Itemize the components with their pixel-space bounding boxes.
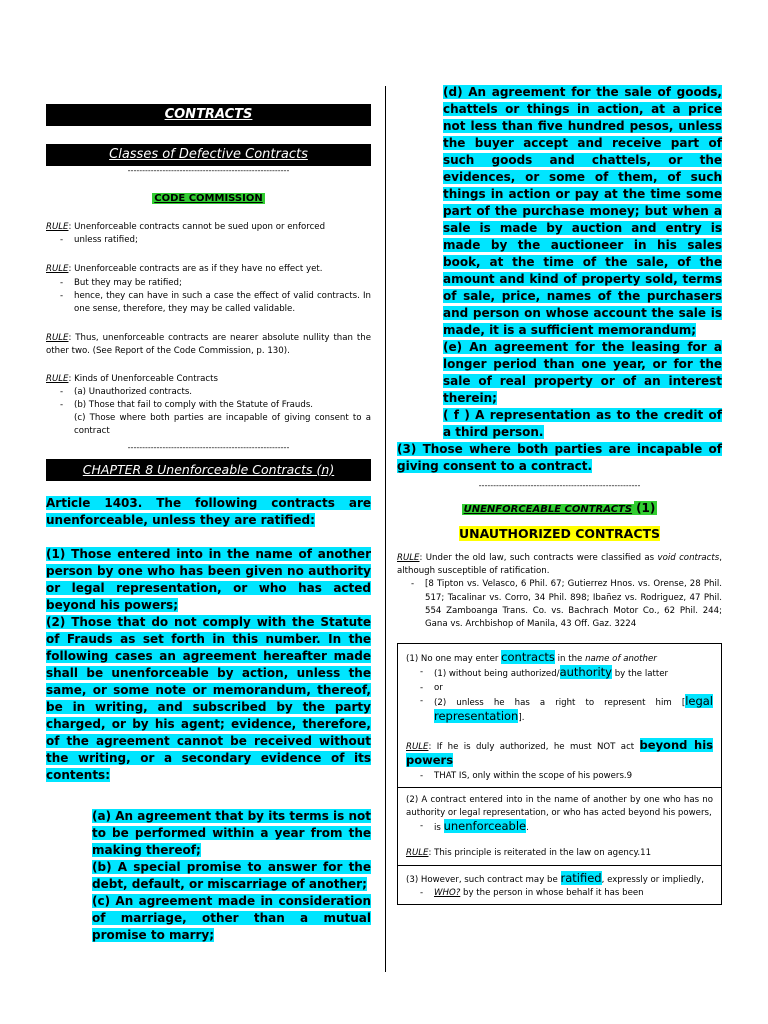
- rule-3: RULE: Thus, unenforceable contracts are nearer absolute nullity than the other two. (See Report of the Code Commission, p. 130).: [46, 333, 371, 357]
- article-item-f: ( f ) A representation as to the credit of a third person.: [443, 408, 722, 439]
- list-item: - THAT IS, only within the scope of his powers.9: [406, 770, 713, 783]
- box-contract-entered: (2) A contract entered into in the name of another by one who has no authority or legal representation, or who has acted beyond his powers, - is unenforceable. RULE: This principle is reiterated in the law on agency.11: [397, 788, 722, 866]
- box1-rule: RULE: If he is duly authorized, he must NOT act beyond his powers: [406, 738, 713, 768]
- article-item-c: (c) An agreement made in consideration of marriage, other than a mutual promise to marry;: [92, 893, 371, 942]
- citations: - [8 Tipton vs. Velasco, 6 Phil. 67; Gutierrez Hnos. vs. Orense, 28 Phil. 517; Tacalinar vs. Corro, 34 Phil. 898; Ibañez vs. Rodriguez, 47 Phil. 554 Zamboanga Trans. Co. vs. Bachrach Motor Co., 62 Phil. 244; Gana vs. Archbishop of Manila, 43 Off. Gaz. 3224: [397, 578, 722, 631]
- article-item-3: (3) Those where both parties are incapable of giving consent to a contract.: [397, 442, 722, 473]
- box2-rule: RULE: This principle is reiterated in the law on agency.11: [406, 848, 652, 859]
- right-column: [397, 84, 722, 905]
- chapter-title: CHAPTER 8 Unenforceable Contracts (n): [46, 459, 371, 481]
- list-item: - But they may be ratified;: [46, 277, 371, 290]
- classes-title: Classes of Defective Contracts: [46, 144, 371, 166]
- unenforceable-contracts-label: UNENFORCEABLE CONTRACTS (1): [463, 501, 656, 515]
- column-divider: [385, 86, 386, 972]
- box-however-ratified: (3) However, such contract may be ratified, expressly or impliedly, - WHO? by the person in whose behalf it has been: [397, 866, 722, 905]
- article-heading: Article 1403. The following contracts are unenforceable, unless they are ratified:: [46, 495, 371, 527]
- article-item-e: (e) An agreement for the leasing for a longer period than one year, or for the sale of real property or of an interest therein;: [443, 340, 722, 405]
- list-item: - hence, they can have in such a case the effect of valid contracts. In one sense, therefore, they may be called validable.: [46, 290, 371, 316]
- article-item-d: (d) An agreement for the sale of goods, chattels or things in action, at a price not less than five hundred pesos, unless the buyer accept and receive part of such goods and chattels, or the evidences, or some of them, of such things in action or pay at the time some part of the purchase money; but when a sale is made by auction and entry is made by the auctioneer in his sales book, at the time of the sale, of the amount and kind of property sold, terms of sale, price, names of the purchasers and person on whose account the sale is made, it is a sufficient memorandum;: [443, 85, 722, 337]
- article-item-1: (1) Those entered into in the name of another person by one who has been given no authority or legal representation, or who has acted beyond his powers;: [46, 546, 371, 612]
- article-item-a: (a) An agreement that by its terms is not to be performed within a year from the making thereof;: [92, 808, 371, 857]
- list-item: (c) Those where both parties are incapable of giving consent to a contract: [74, 413, 371, 437]
- article-item-b: (b) A special promise to answer for the debt, default, or miscarriage of another;: [92, 859, 371, 891]
- list-item: - (2) unless he has a right to represent him [legal representation].: [406, 695, 713, 725]
- left-column: [46, 100, 371, 944]
- unauthorized-contracts-title: UNAUTHORIZED CONTRACTS: [458, 526, 661, 541]
- article-item-2: (2) Those that do not comply with the Statute of Frauds as set forth in this number. In the following cases an agreement hereafter made shall be unenforceable by action, unless the same, or some note or memorandum, thereof, be in writing, and subscribed by the party charged, or by his agent; evidence, therefore, of the agreement cannot be received without the writing, or a secondary evidence of its contents:: [46, 614, 371, 782]
- dashed-divider: --------------------------------------------------------: [127, 166, 290, 175]
- contracts-title: CONTRACTS: [46, 104, 371, 126]
- box-no-one-may-enter: [397, 643, 722, 788]
- rule-1: RULE: Unenforceable contracts cannot be sued upon or enforced - unless ratified;: [46, 221, 371, 247]
- dashed-divider: --------------------------------------------------------: [478, 481, 641, 490]
- list-item: - or: [406, 682, 713, 695]
- list-item: - (1) without being authorized/authority by the latter: [406, 666, 713, 681]
- list-item: - is unenforceable.: [406, 820, 713, 835]
- list-item: - unless ratified;: [46, 234, 371, 247]
- box1-line: (1) No one may enter contracts in the name of another: [406, 650, 657, 665]
- list-item: - (a) Unauthorized contracts.: [46, 386, 371, 399]
- code-commission-label: CODE COMMISSION: [154, 193, 263, 204]
- list-item: - (b) Those that fail to comply with the Statute of Frauds.: [46, 399, 371, 412]
- dashed-divider: --------------------------------------------------------: [127, 442, 290, 452]
- old-law-rule: RULE: Under the old law, such contracts were classified as void contracts, although susceptible of ratification. - [8 Tipton vs. Velasco, 6 Phil. 67; Gutierrez Hnos. vs. Orense, 28 Phil. 517; Tacalinar vs. Corro, 34 Phil. 898; Ibañez vs. Rodriguez, 47 Phil. 554 Zamboanga Trans. Co. vs. Bachrach Motor Co., 62 Phil. 244; Gana vs. Archbishop of Manila, 43 Off. Gaz. 3224: [397, 552, 722, 631]
- list-item: - WHO? by the person in whose behalf it has been: [406, 887, 713, 900]
- rule-4: RULE: Kinds of Unenforceable Contracts - (a) Unauthorized contracts. - (b) Those that fail to comply with the Statute of Frauds. (c) Those where both parties are incapable of giving consent to a contract: [46, 373, 371, 439]
- rule-2: RULE: Unenforceable contracts are as if they have no effect yet. - But they may be ratified; - hence, they can have in such a case the effect of valid contracts. In one sense, therefore, they may be called validable.: [46, 263, 371, 316]
